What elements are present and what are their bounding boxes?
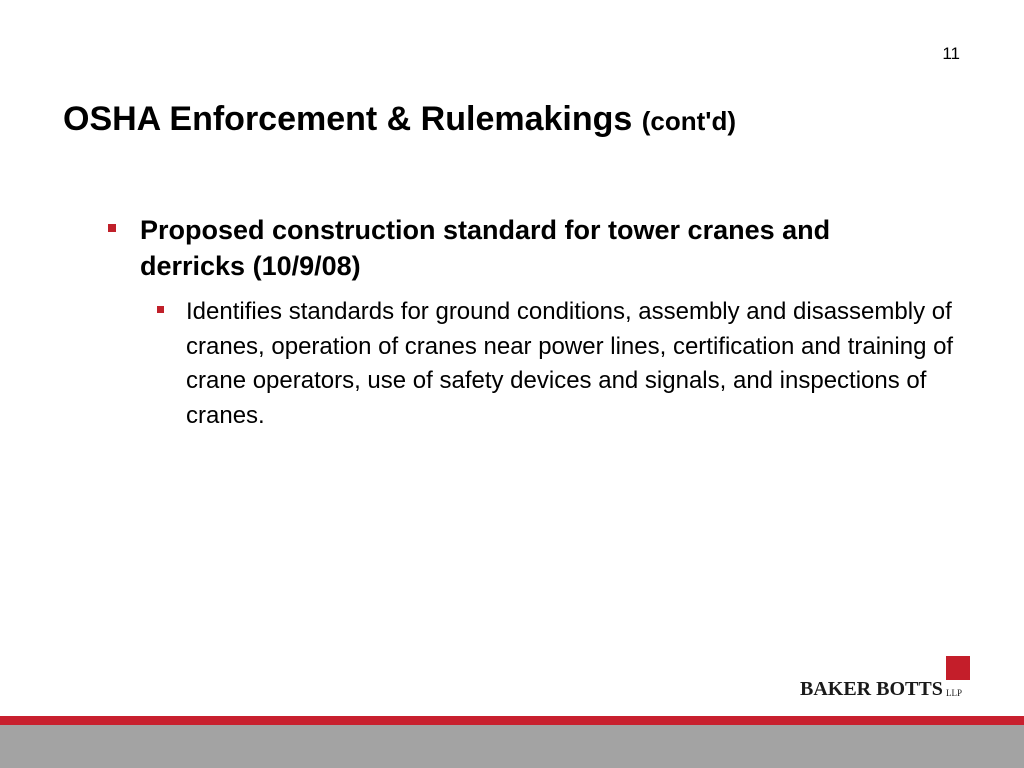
slide-title bbox=[63, 100, 736, 139]
slide-number: 11 bbox=[942, 44, 960, 63]
slide-title-main: OSHA Enforcement & Rulemakings bbox=[63, 100, 633, 138]
slide-title-suffix: (cont'd) bbox=[641, 106, 737, 136]
baker-botts-logo bbox=[800, 656, 974, 702]
footer-bar bbox=[0, 725, 1024, 768]
sub-bullet-text: Identifies standards for ground conditions, assembly and disassembly of cranes, operation of cranes near power lines, certification and training of crane operators, use of safety devices and signals, and inspections of cranes. bbox=[186, 298, 954, 429]
bullet-item-level2 bbox=[157, 295, 957, 433]
bullet-item-level1 bbox=[108, 212, 938, 284]
logo-wordmark: BAKER BOTTS bbox=[800, 678, 943, 700]
bullet-text: Proposed construction standard for tower cranes and derricks (10/9/08) bbox=[140, 215, 831, 281]
footer-accent-bar bbox=[0, 716, 1024, 725]
square-bullet-icon bbox=[108, 224, 116, 232]
logo-suffix: LLP bbox=[946, 688, 963, 698]
logo-mark-icon bbox=[946, 656, 970, 680]
square-bullet-icon bbox=[157, 306, 164, 313]
